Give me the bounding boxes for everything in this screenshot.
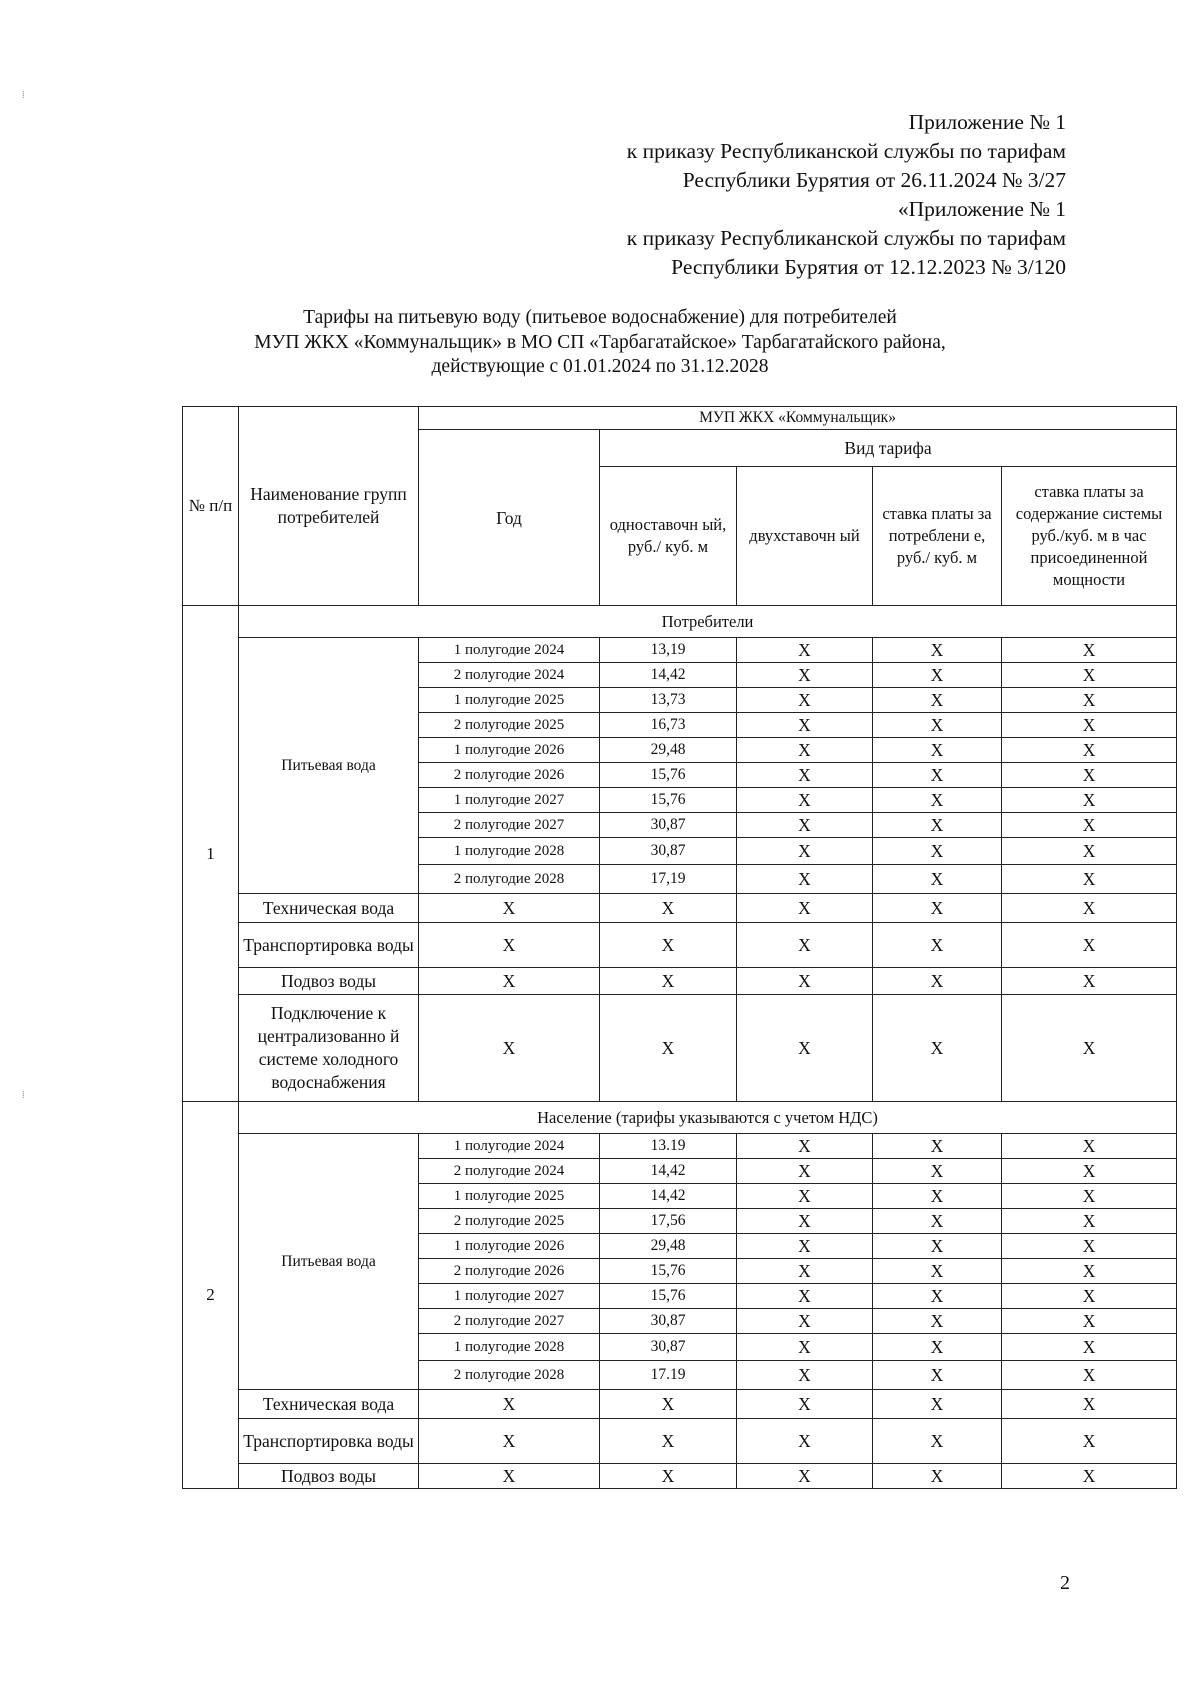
appendix-line: Республики Бурятия от 12.12.2023 № 3/120 xyxy=(671,255,1066,279)
period-cell: 2 полугодие 2024 xyxy=(419,1159,600,1184)
maintenance-rate-cell: X xyxy=(1002,663,1177,688)
maintenance-rate-cell: X xyxy=(1002,788,1177,813)
one-part-tariff-cell: X xyxy=(600,923,737,968)
one-part-tariff-cell: X xyxy=(600,968,737,995)
one-part-tariff-cell: 15,76 xyxy=(600,763,737,788)
consumption-rate-cell: X xyxy=(873,1159,1002,1184)
period-cell: 1 полугодие 2026 xyxy=(419,1234,600,1259)
maintenance-rate-cell: X xyxy=(1002,1390,1177,1419)
scan-mark: ⁞ xyxy=(22,1090,25,1101)
maintenance-rate-cell: X xyxy=(1002,1159,1177,1184)
maintenance-rate-cell: X xyxy=(1002,1419,1177,1464)
group-name: Подключение к централизованно й системе холодного водоснабжения xyxy=(239,995,419,1102)
section-title: Население (тарифы указываются с учетом НДС) xyxy=(239,1102,1177,1134)
period-cell: 2 полугодие 2028 xyxy=(419,1361,600,1390)
maintenance-rate-cell: X xyxy=(1002,638,1177,663)
one-part-tariff-cell: 13,73 xyxy=(600,688,737,713)
period-cell: 1 полугодие 2024 xyxy=(419,638,600,663)
group-name: Питьевая вода xyxy=(239,1134,419,1390)
period-cell: 2 полугодие 2027 xyxy=(419,1309,600,1334)
maintenance-rate-cell: X xyxy=(1002,923,1177,968)
table-row xyxy=(183,1464,1177,1489)
period-cell: 2 полугодие 2024 xyxy=(419,663,600,688)
consumption-rate-cell: X xyxy=(873,1334,1002,1361)
consumption-rate-cell: X xyxy=(873,663,1002,688)
two-part-tariff-cell: X xyxy=(737,1234,873,1259)
period-cell: 1 полугодие 2026 xyxy=(419,738,600,763)
maintenance-rate-cell: X xyxy=(1002,1209,1177,1234)
maintenance-rate-cell: X xyxy=(1002,1134,1177,1159)
maintenance-rate-cell: X xyxy=(1002,1284,1177,1309)
one-part-tariff-cell: 30,87 xyxy=(600,1334,737,1361)
consumption-rate-cell: X xyxy=(873,1309,1002,1334)
appendix-header xyxy=(627,108,1066,282)
one-part-tariff-cell: 14,42 xyxy=(600,663,737,688)
period-cell: 2 полугодие 2026 xyxy=(419,1259,600,1284)
one-part-tariff-cell: X xyxy=(600,995,737,1102)
maintenance-rate-cell: X xyxy=(1002,865,1177,894)
consumption-rate-cell: X xyxy=(873,1209,1002,1234)
period-cell: X xyxy=(419,1419,600,1464)
one-part-tariff-cell: 17,56 xyxy=(600,1209,737,1234)
title-line: действующие с 01.01.2024 по 31.12.2028 xyxy=(431,356,769,377)
consumption-rate-cell: X xyxy=(873,738,1002,763)
maintenance-rate-cell: X xyxy=(1002,763,1177,788)
one-part-tariff-cell: X xyxy=(600,1390,737,1419)
section-title-row xyxy=(183,1102,1177,1134)
header-num: № п/п xyxy=(183,407,239,606)
group-name: Техническая вода xyxy=(239,894,419,923)
table-row xyxy=(183,638,1177,663)
period-cell: 1 полугодие 2024 xyxy=(419,1134,600,1159)
section-title-row xyxy=(183,606,1177,638)
one-part-tariff-cell: 30,87 xyxy=(600,1309,737,1334)
header-maintenance: ставка платы за содержание системы руб./куб. м в час присоединенной мощности xyxy=(1002,467,1177,606)
group-name: Техническая вода xyxy=(239,1390,419,1419)
maintenance-rate-cell: X xyxy=(1002,713,1177,738)
consumption-rate-cell: X xyxy=(873,838,1002,865)
one-part-tariff-cell: 17.19 xyxy=(600,1361,737,1390)
maintenance-rate-cell: X xyxy=(1002,995,1177,1102)
two-part-tariff-cell: X xyxy=(737,738,873,763)
consumption-rate-cell: X xyxy=(873,995,1002,1102)
consumption-rate-cell: X xyxy=(873,813,1002,838)
section-number: 2 xyxy=(183,1102,239,1489)
period-cell: X xyxy=(419,1390,600,1419)
group-name: Питьевая вода xyxy=(239,638,419,894)
table-row xyxy=(183,894,1177,923)
period-cell: X xyxy=(419,968,600,995)
group-name: Транспортировка воды xyxy=(239,923,419,968)
period-cell: X xyxy=(419,923,600,968)
two-part-tariff-cell: X xyxy=(737,788,873,813)
period-cell: 1 полугодие 2025 xyxy=(419,1184,600,1209)
consumption-rate-cell: X xyxy=(873,638,1002,663)
two-part-tariff-cell: X xyxy=(737,1209,873,1234)
table-row xyxy=(183,1419,1177,1464)
two-part-tariff-cell: X xyxy=(737,1184,873,1209)
two-part-tariff-cell: X xyxy=(737,1309,873,1334)
page-number: 2 xyxy=(1060,1572,1070,1594)
one-part-tariff-cell: 15,76 xyxy=(600,1284,737,1309)
consumption-rate-cell: X xyxy=(873,1464,1002,1489)
period-cell: 1 полугодие 2027 xyxy=(419,1284,600,1309)
two-part-tariff-cell: X xyxy=(737,865,873,894)
one-part-tariff-cell: 30,87 xyxy=(600,813,737,838)
consumption-rate-cell: X xyxy=(873,1184,1002,1209)
two-part-tariff-cell: X xyxy=(737,1134,873,1159)
two-part-tariff-cell: X xyxy=(737,1390,873,1419)
two-part-tariff-cell: X xyxy=(737,688,873,713)
one-part-tariff-cell: 14,42 xyxy=(600,1159,737,1184)
maintenance-rate-cell: X xyxy=(1002,1309,1177,1334)
two-part-tariff-cell: X xyxy=(737,995,873,1102)
appendix-line: к приказу Республиканской службы по тарифам xyxy=(626,139,1066,163)
two-part-tariff-cell: X xyxy=(737,1284,873,1309)
consumption-rate-cell: X xyxy=(873,1259,1002,1284)
appendix-line: Республики Бурятия от 26.11.2024 № 3/27 xyxy=(682,168,1066,192)
one-part-tariff-cell: 14,42 xyxy=(600,1184,737,1209)
group-name: Подвоз воды xyxy=(239,1464,419,1489)
one-part-tariff-cell: 13.19 xyxy=(600,1134,737,1159)
consumption-rate-cell: X xyxy=(873,1390,1002,1419)
one-part-tariff-cell: 16,73 xyxy=(600,713,737,738)
period-cell: 2 полугодие 2028 xyxy=(419,865,600,894)
period-cell: X xyxy=(419,995,600,1102)
one-part-tariff-cell: 30,87 xyxy=(600,838,737,865)
consumption-rate-cell: X xyxy=(873,788,1002,813)
consumption-rate-cell: X xyxy=(873,688,1002,713)
two-part-tariff-cell: X xyxy=(737,1259,873,1284)
two-part-tariff-cell: X xyxy=(737,1464,873,1489)
header-org: МУП ЖКХ «Коммунальщик» xyxy=(419,407,1177,430)
consumption-rate-cell: X xyxy=(873,1284,1002,1309)
period-cell: 2 полугодие 2025 xyxy=(419,713,600,738)
consumption-rate-cell: X xyxy=(873,1361,1002,1390)
maintenance-rate-cell: X xyxy=(1002,1334,1177,1361)
consumption-rate-cell: X xyxy=(873,1134,1002,1159)
one-part-tariff-cell: 17,19 xyxy=(600,865,737,894)
tariff-table xyxy=(182,406,1177,1489)
header-consumption: ставка платы за потреблени е, руб./ куб. м xyxy=(873,467,1002,606)
consumption-rate-cell: X xyxy=(873,1419,1002,1464)
maintenance-rate-cell: X xyxy=(1002,968,1177,995)
one-part-tariff-cell: 29,48 xyxy=(600,738,737,763)
one-part-tariff-cell: X xyxy=(600,894,737,923)
period-cell: 2 полугодие 2026 xyxy=(419,763,600,788)
two-part-tariff-cell: X xyxy=(737,968,873,995)
period-cell: 1 полугодие 2028 xyxy=(419,838,600,865)
two-part-tariff-cell: X xyxy=(737,838,873,865)
consumption-rate-cell: X xyxy=(873,968,1002,995)
consumption-rate-cell: X xyxy=(873,713,1002,738)
group-name: Подвоз воды xyxy=(239,968,419,995)
title-line: Тарифы на питьевую воду (питьевое водоснабжение) для потребителей xyxy=(303,307,897,328)
one-part-tariff-cell: 13,19 xyxy=(600,638,737,663)
two-part-tariff-cell: X xyxy=(737,1159,873,1184)
period-cell: 1 полугодие 2025 xyxy=(419,688,600,713)
title-line: МУП ЖКХ «Коммунальщик» в МО СП «Тарбагатайское» Тарбагатайского района, xyxy=(254,331,946,353)
two-part-tariff-cell: X xyxy=(737,813,873,838)
table-row xyxy=(183,923,1177,968)
maintenance-rate-cell: X xyxy=(1002,813,1177,838)
header-year: Год xyxy=(419,430,600,606)
two-part-tariff-cell: X xyxy=(737,763,873,788)
one-part-tariff-cell: X xyxy=(600,1419,737,1464)
maintenance-rate-cell: X xyxy=(1002,838,1177,865)
one-part-tariff-cell: 15,76 xyxy=(600,1259,737,1284)
appendix-line: к приказу Республиканской службы по тарифам xyxy=(626,226,1066,250)
maintenance-rate-cell: X xyxy=(1002,1464,1177,1489)
consumption-rate-cell: X xyxy=(873,763,1002,788)
document-title xyxy=(0,306,1200,380)
maintenance-rate-cell: X xyxy=(1002,688,1177,713)
maintenance-rate-cell: X xyxy=(1002,894,1177,923)
one-part-tariff-cell: X xyxy=(600,1464,737,1489)
two-part-tariff-cell: X xyxy=(737,1361,873,1390)
table-row xyxy=(183,995,1177,1102)
one-part-tariff-cell: 29,48 xyxy=(600,1234,737,1259)
maintenance-rate-cell: X xyxy=(1002,1259,1177,1284)
maintenance-rate-cell: X xyxy=(1002,1361,1177,1390)
header-tariff-type: Вид тарифа xyxy=(600,430,1177,467)
two-part-tariff-cell: X xyxy=(737,1419,873,1464)
period-cell: 2 полугодие 2027 xyxy=(419,813,600,838)
period-cell: X xyxy=(419,1464,600,1489)
scan-mark: ⁞ xyxy=(22,90,25,101)
appendix-line: Приложение № 1 xyxy=(908,110,1066,134)
table-row xyxy=(183,968,1177,995)
one-part-tariff-cell: 15,76 xyxy=(600,788,737,813)
section-title: Потребители xyxy=(239,606,1177,638)
consumption-rate-cell: X xyxy=(873,923,1002,968)
table-row xyxy=(183,1134,1177,1159)
two-part-tariff-cell: X xyxy=(737,923,873,968)
group-name: Транспортировка воды xyxy=(239,1419,419,1464)
two-part-tariff-cell: X xyxy=(737,638,873,663)
two-part-tariff-cell: X xyxy=(737,894,873,923)
period-cell: 2 полугодие 2025 xyxy=(419,1209,600,1234)
consumption-rate-cell: X xyxy=(873,894,1002,923)
header-two-part: двухставочн ый xyxy=(737,467,873,606)
maintenance-rate-cell: X xyxy=(1002,1184,1177,1209)
section-number: 1 xyxy=(183,606,239,1102)
two-part-tariff-cell: X xyxy=(737,713,873,738)
maintenance-rate-cell: X xyxy=(1002,738,1177,763)
appendix-line: «Приложение № 1 xyxy=(897,197,1066,221)
period-cell: 1 полугодие 2028 xyxy=(419,1334,600,1361)
maintenance-rate-cell: X xyxy=(1002,1234,1177,1259)
table-row xyxy=(183,1390,1177,1419)
consumption-rate-cell: X xyxy=(873,865,1002,894)
period-cell: 1 полугодие 2027 xyxy=(419,788,600,813)
period-cell: X xyxy=(419,894,600,923)
two-part-tariff-cell: X xyxy=(737,663,873,688)
header-one-part: одноставочн ый, руб./ куб. м xyxy=(600,467,737,606)
two-part-tariff-cell: X xyxy=(737,1334,873,1361)
consumption-rate-cell: X xyxy=(873,1234,1002,1259)
header-group: Наименование групп потребителей xyxy=(239,407,419,606)
